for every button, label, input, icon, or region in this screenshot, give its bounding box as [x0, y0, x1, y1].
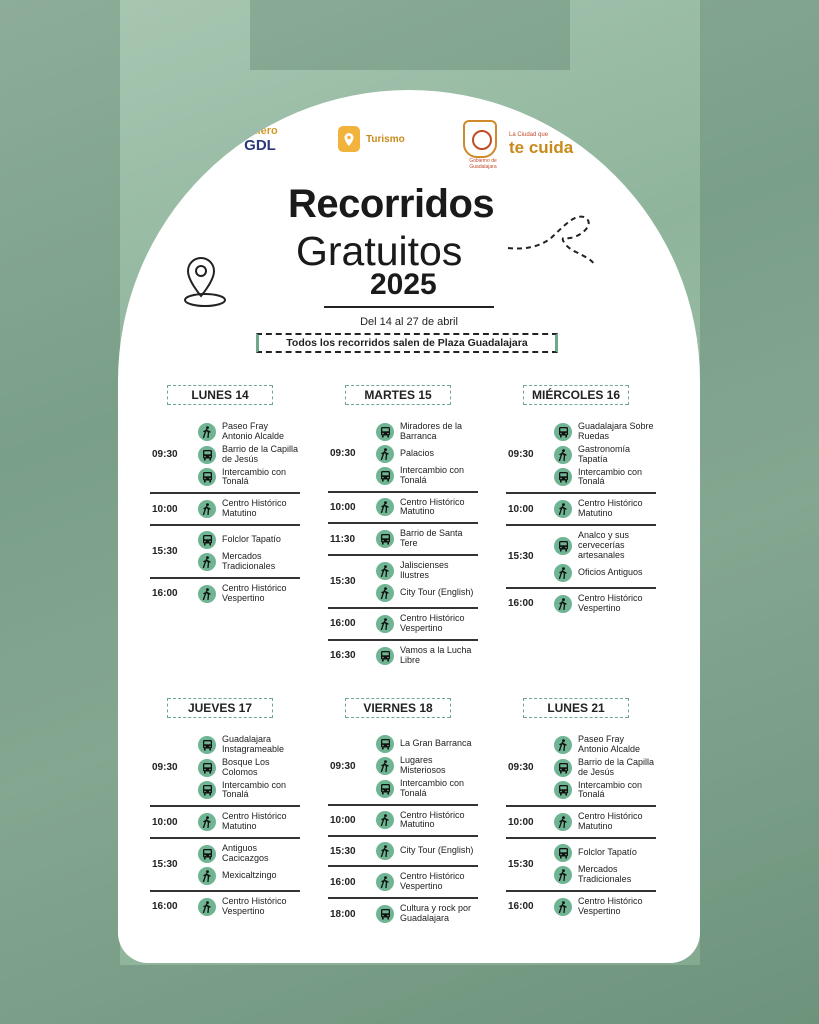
- tour-name: Miradores de la Barranca: [400, 421, 463, 441]
- walking-icon: [198, 898, 216, 916]
- tour-name: Bosque Los Colomos: [222, 756, 270, 777]
- walking-icon: [376, 615, 394, 633]
- tour-item: [376, 811, 478, 831]
- bus-icon: [198, 468, 216, 486]
- tour-name: Cultura y rock por Guadalajara: [400, 903, 472, 924]
- day-column: [150, 698, 300, 922]
- title-line2: Gratuitos: [296, 228, 463, 274]
- time-slot: [506, 524, 656, 587]
- guadalajara-logo: [463, 120, 573, 170]
- turismo-label: Turismo: [366, 133, 405, 145]
- tour-name: Guadalajara Instagrameable: [222, 734, 285, 754]
- tour-item: [198, 897, 300, 917]
- slot-time: 15:30: [330, 576, 356, 588]
- bus-icon: [554, 844, 572, 862]
- tour-name: Intercambio con Tonalá: [578, 779, 643, 800]
- title-divider: [324, 306, 494, 308]
- time-slot: [328, 522, 478, 554]
- tour-name: Barrio de Santa Tere: [400, 528, 463, 549]
- tour-item: [198, 422, 300, 442]
- slot-time: 16:00: [330, 618, 356, 630]
- walking-icon: [376, 873, 394, 891]
- day-column: [328, 698, 478, 929]
- walking-icon: [554, 564, 572, 582]
- te-quiero-gdl-logo: [240, 118, 280, 154]
- tour-name: Intercambio con Tonalá: [222, 779, 287, 800]
- tour-name: Centro Histórico Vespertino: [222, 582, 287, 603]
- tour-item: [376, 498, 478, 518]
- tour-name: Guadalajara Sobre Ruedas: [578, 421, 654, 441]
- slot-time: 11:30: [330, 533, 356, 545]
- time-slot: [150, 492, 300, 524]
- tour-item: [376, 646, 478, 666]
- time-slot: [506, 890, 656, 922]
- tour-item: [198, 468, 300, 488]
- slot-time: 10:00: [152, 503, 178, 515]
- tour-name: Paseo Fray Antonio Alcalde: [578, 734, 641, 754]
- tour-name: Vamos a la Lucha Libre: [400, 644, 472, 665]
- walking-icon: [554, 500, 572, 518]
- bus-icon: [376, 735, 394, 753]
- tour-item: [198, 758, 300, 778]
- time-slot: [328, 897, 478, 929]
- bus-icon: [198, 531, 216, 549]
- tour-name: Barrio de la Capilla de Jesús: [578, 756, 655, 777]
- tour-item: [554, 594, 656, 614]
- tour-name: Barrio de la Capilla de Jesús: [222, 443, 299, 464]
- walking-icon: [376, 445, 394, 463]
- slot-time: 15:30: [152, 859, 178, 871]
- tour-item: [376, 756, 478, 776]
- walking-icon: [376, 811, 394, 829]
- slot-time: 16:00: [152, 588, 178, 600]
- tour-name: Centro Histórico Vespertino: [222, 895, 287, 916]
- day-column: [150, 385, 300, 609]
- tour-item: [376, 842, 478, 860]
- day-column: [506, 385, 656, 619]
- time-slot: [328, 554, 478, 607]
- slot-time: 15:30: [508, 859, 534, 871]
- tour-item: [376, 584, 478, 602]
- tour-item: [554, 844, 656, 862]
- bus-icon: [198, 759, 216, 777]
- tour-item: [554, 812, 656, 832]
- tour-item: [554, 735, 656, 755]
- bus-icon: [198, 446, 216, 464]
- slot-time: 09:30: [508, 449, 534, 461]
- bus-icon: [376, 905, 394, 923]
- walking-icon: [554, 898, 572, 916]
- date-range: Del 14 al 27 de abril: [360, 316, 458, 328]
- logo-text: GDL: [244, 136, 276, 154]
- tour-name: Analco y sus cervecerías artesanales: [578, 530, 630, 560]
- tour-item: [198, 781, 300, 801]
- tour-name: Centro Histórico Matutino: [222, 811, 287, 832]
- bus-icon: [554, 781, 572, 799]
- slot-time: 09:30: [330, 761, 356, 773]
- slot-time: 16:00: [508, 901, 534, 913]
- time-slot: [506, 730, 656, 805]
- gdl-small-text: La Ciudad que: [509, 132, 549, 138]
- time-slot: [150, 577, 300, 609]
- time-slot: [150, 890, 300, 922]
- bus-icon: [376, 423, 394, 441]
- tour-name: Gastronomía Tapatía: [578, 443, 631, 464]
- tour-item: [554, 499, 656, 519]
- logos-row: [118, 118, 700, 168]
- slot-time: 09:30: [152, 762, 178, 774]
- tour-name: Centro Histórico Vespertino: [400, 871, 465, 892]
- walking-icon: [554, 595, 572, 613]
- tour-item: [376, 904, 478, 924]
- tour-name: Centro Histórico Vespertino: [578, 592, 643, 613]
- walking-icon: [198, 500, 216, 518]
- time-slot: [328, 491, 478, 523]
- slot-time: 09:30: [152, 449, 178, 461]
- tour-name: La Gran Barranca: [400, 738, 472, 749]
- shield-caption: Gobierno de Guadalajara: [469, 158, 497, 170]
- walking-icon: [554, 736, 572, 754]
- bus-icon: [376, 647, 394, 665]
- turismo-logo: [338, 126, 405, 152]
- tour-name: Centro Histórico Matutino: [222, 498, 287, 519]
- walking-icon: [198, 553, 216, 571]
- tour-name: Antiguos Cacicazgos: [222, 843, 269, 864]
- time-slot: [506, 417, 656, 492]
- tour-item: [554, 564, 656, 582]
- slot-time: 16:00: [330, 876, 356, 888]
- time-slot: [150, 805, 300, 837]
- tour-name: Centro Histórico Matutino: [400, 809, 465, 830]
- slot-time: 18:00: [330, 908, 356, 920]
- walking-icon: [198, 813, 216, 831]
- slot-time: 10:00: [330, 501, 356, 513]
- tour-item: [198, 735, 300, 755]
- walking-icon: [376, 584, 394, 602]
- dashed-loop-decoration: [506, 208, 596, 268]
- tour-name: Intercambio con Tonalá: [400, 464, 465, 485]
- tour-name: Centro Histórico Matutino: [400, 496, 465, 517]
- day-header: MARTES 15: [345, 385, 451, 405]
- day-header: LUNES 21: [523, 698, 629, 718]
- walking-icon: [376, 562, 394, 580]
- tour-name: Mexicaltzingo: [222, 869, 277, 880]
- tour-item: [376, 529, 478, 549]
- slot-time: 09:30: [330, 448, 356, 460]
- tour-name: Intercambio con Tonalá: [222, 466, 287, 487]
- day-column: [328, 385, 478, 670]
- walking-icon: [554, 446, 572, 464]
- time-slot: [328, 607, 478, 639]
- time-slot: [506, 492, 656, 524]
- tour-item: [376, 561, 478, 581]
- tour-name: Intercambio con Tonalá: [400, 777, 465, 798]
- tour-item: [198, 531, 300, 549]
- slot-time: 16:00: [152, 901, 178, 913]
- tour-item: [554, 445, 656, 465]
- tour-item: [376, 422, 478, 442]
- tour-item: [376, 735, 478, 753]
- schedule-card: [118, 90, 700, 963]
- slot-time: 15:30: [152, 546, 178, 558]
- day-header: MIÉRCOLES 16: [523, 385, 629, 405]
- tour-item: [198, 499, 300, 519]
- time-slot: [328, 835, 478, 865]
- tour-name: Folclor Tapatío: [578, 847, 637, 858]
- time-slot: [150, 524, 300, 577]
- tour-name: City Tour (English): [400, 586, 474, 597]
- tour-item: [198, 584, 300, 604]
- tour-item: [554, 422, 656, 442]
- time-slot: [150, 837, 300, 890]
- tour-item: [554, 781, 656, 801]
- tour-item: [198, 844, 300, 864]
- walking-icon: [376, 498, 394, 516]
- time-slot: [328, 804, 478, 836]
- map-pin-icon: [181, 254, 229, 308]
- bus-icon: [554, 759, 572, 777]
- bus-icon: [554, 537, 572, 555]
- tour-name: Centro Histórico Matutino: [578, 811, 643, 832]
- bus-icon: [198, 781, 216, 799]
- slot-time: 10:00: [508, 503, 534, 515]
- slot-time: 16:30: [330, 650, 356, 662]
- day-header: LUNES 14: [167, 385, 273, 405]
- tour-name: City Tour (English): [400, 845, 474, 856]
- tour-name: Centro Histórico Vespertino: [578, 895, 643, 916]
- city-shield-icon: [463, 120, 497, 158]
- tour-item: [554, 897, 656, 917]
- tour-item: [376, 614, 478, 634]
- walking-icon: [376, 757, 394, 775]
- tour-name: Intercambio con Tonalá: [578, 466, 643, 487]
- bus-icon: [376, 780, 394, 798]
- time-slot: [506, 587, 656, 619]
- tour-item: [376, 872, 478, 892]
- title-line1: Recorridos: [288, 182, 495, 226]
- tour-name: Oficios Antiguos: [578, 566, 643, 577]
- tour-item: [198, 867, 300, 885]
- tour-name: Palacios: [400, 447, 435, 458]
- tour-name: Jaliscienses Ilustres: [400, 560, 449, 581]
- walking-icon: [198, 585, 216, 603]
- time-slot: [328, 639, 478, 671]
- slot-time: 10:00: [330, 814, 356, 826]
- bus-icon: [376, 530, 394, 548]
- slot-time: 16:00: [508, 598, 534, 610]
- logo-text: Quiero: [242, 125, 278, 138]
- tour-item: [376, 779, 478, 799]
- tour-item: [554, 531, 656, 561]
- tour-item: [198, 552, 300, 572]
- day-header: JUEVES 17: [167, 698, 273, 718]
- slot-time: 10:00: [508, 816, 534, 828]
- tour-name: Lugares Misteriosos: [400, 755, 446, 775]
- time-slot: [328, 730, 478, 804]
- slot-time: 09:30: [508, 762, 534, 774]
- bus-icon: [376, 467, 394, 485]
- time-slot: [506, 837, 656, 890]
- title-year: 2025: [370, 268, 437, 301]
- day-column: [506, 698, 656, 922]
- walking-icon: [198, 867, 216, 885]
- slot-time: 15:30: [508, 550, 534, 562]
- tour-name: Mercados Tradicionales: [578, 864, 632, 885]
- bus-icon: [198, 736, 216, 754]
- tour-item: [554, 468, 656, 488]
- bus-icon: [554, 468, 572, 486]
- slot-time: 10:00: [152, 816, 178, 828]
- tour-item: [554, 865, 656, 885]
- slot-time: 15:30: [330, 845, 356, 857]
- gdl-big-text: te cuida: [509, 138, 574, 157]
- time-slot: [150, 417, 300, 492]
- departure-banner: Todos los recorridos salen de Plaza Guadalajara: [256, 333, 558, 353]
- day-header: VIERNES 18: [345, 698, 451, 718]
- tour-item: [198, 812, 300, 832]
- time-slot: [328, 865, 478, 897]
- time-slot: [328, 417, 478, 491]
- tour-item: [376, 445, 478, 463]
- walking-icon: [376, 842, 394, 860]
- time-slot: [150, 730, 300, 805]
- time-slot: [506, 805, 656, 837]
- walking-icon: [198, 423, 216, 441]
- tour-name: Centro Histórico Vespertino: [400, 612, 465, 633]
- bus-icon: [554, 423, 572, 441]
- tour-item: [554, 758, 656, 778]
- tour-name: Paseo Fray Antonio Alcalde: [222, 421, 285, 441]
- tour-name: Mercados Tradicionales: [222, 551, 276, 572]
- walking-icon: [554, 866, 572, 884]
- tour-name: Centro Histórico Matutino: [578, 498, 643, 519]
- tour-name: Folclor Tapatío: [222, 534, 281, 545]
- tour-item: [198, 445, 300, 465]
- location-pin-icon: [338, 126, 360, 152]
- tour-item: [376, 466, 478, 486]
- logo-text: Te: [255, 117, 265, 126]
- walking-icon: [554, 813, 572, 831]
- bus-icon: [198, 845, 216, 863]
